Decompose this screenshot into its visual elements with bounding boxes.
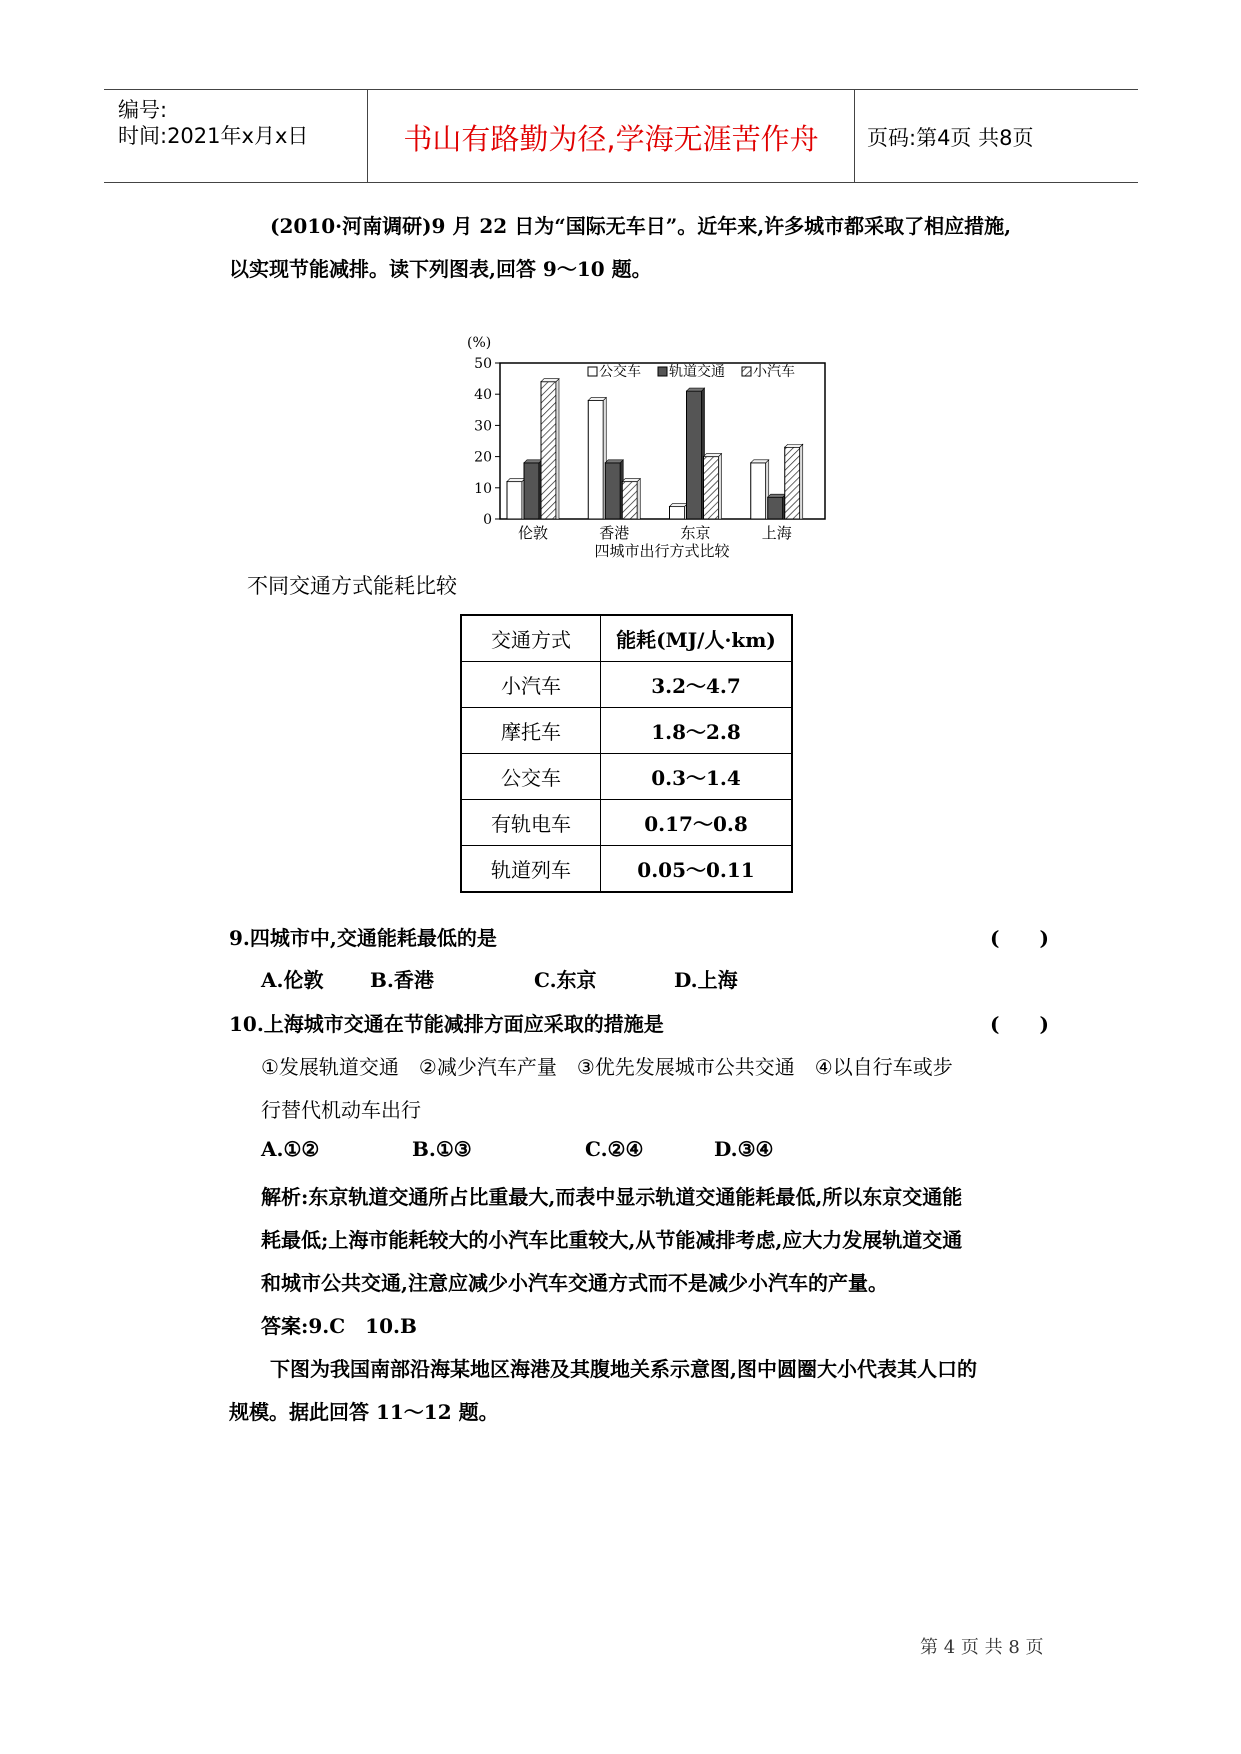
analysis-line-2: 耗最低;上海市能耗较大的小汽车比重较大,从节能减排考虑,应大力发展轨道交通 <box>261 1228 963 1252</box>
legend-swatch <box>588 367 597 376</box>
page-number-label: 页码:第4页 共8页 <box>867 126 1034 150</box>
header-meta-cell <box>104 90 367 182</box>
table-cell-mode: 公交车 <box>461 754 601 800</box>
q10-option-d: D.③④ <box>714 1137 774 1161</box>
intro-line-1: (2010·河南调研)9 月 22 日为“国际无车日”。近年来,许多城市都采取了相应措施, <box>270 214 1012 238</box>
bar-top <box>704 454 722 457</box>
q9-option-a: A.伦敦 <box>261 968 324 992</box>
q9-stem: 9.四城市中,交通能耗最低的是 <box>229 926 497 950</box>
bar-side <box>556 379 559 519</box>
doc-time-label: 时间:2021年x月x日 <box>118 124 309 148</box>
page-header <box>104 89 1138 183</box>
bar <box>687 391 702 519</box>
table-cell-mode: 摩托车 <box>461 708 601 754</box>
table-cell-energy: 3.2～4.7 <box>601 662 793 708</box>
bar-side <box>637 479 640 519</box>
bar-top <box>541 379 559 382</box>
bar-top <box>622 479 640 482</box>
table-row <box>461 800 792 846</box>
legend-label: 轨道交通 <box>669 364 725 380</box>
page-footer: 第 4 页 共 8 页 <box>920 1637 1044 1658</box>
bar <box>605 463 620 519</box>
legend-swatch <box>658 367 667 376</box>
bar-top <box>524 460 542 463</box>
bar <box>524 463 539 519</box>
legend-label: 小汽车 <box>753 364 795 380</box>
table-header-row <box>461 615 792 662</box>
header-motto-cell <box>367 90 855 182</box>
table-row <box>461 846 792 893</box>
x-tick-label: 香港 <box>599 524 630 542</box>
table-header-cell: 交通方式 <box>461 615 601 662</box>
header-page-cell <box>853 90 1138 182</box>
x-tick-label: 伦敦 <box>517 524 549 542</box>
bar-side <box>800 444 803 519</box>
next-intro-line-1: 下图为我国南部沿海某地区海港及其腹地关系示意图,图中圆圈大小代表其人口的 <box>270 1357 977 1381</box>
y-tick-label: 30 <box>474 418 492 435</box>
bar-top <box>785 444 803 447</box>
bar <box>751 463 766 519</box>
motto: 书山有路勤为径,学海无涯苦作舟 <box>403 122 819 156</box>
chart-ylabel: (%) <box>467 335 492 351</box>
bar <box>704 457 719 519</box>
doc-code-label: 编号: <box>118 98 168 122</box>
legend-swatch <box>742 367 751 376</box>
table-row <box>461 662 792 708</box>
bar <box>541 382 556 519</box>
analysis-line-3: 和城市公共交通,注意应减少小汽车交通方式而不是减少小汽车的产量。 <box>261 1271 888 1295</box>
bar-chart <box>455 333 835 563</box>
table-cell-mode: 小汽车 <box>461 662 601 708</box>
bar-top <box>588 397 606 400</box>
bar <box>670 507 685 519</box>
y-tick-label: 20 <box>474 449 492 466</box>
intro-line-2: 以实现节能减排。读下列图表,回答 9～10 题。 <box>229 257 652 281</box>
q10-option-a: A.①② <box>261 1137 320 1161</box>
energy-table <box>460 614 793 893</box>
table-cell-energy: 0.3～1.4 <box>601 754 793 800</box>
y-tick-label: 50 <box>474 356 492 372</box>
bar <box>785 447 800 519</box>
q9-option-d: D.上海 <box>674 968 738 992</box>
bar-top <box>687 388 705 391</box>
bar-top <box>768 494 786 497</box>
q10-option-c: C.②④ <box>585 1137 644 1161</box>
q9-option-b: B.香港 <box>370 968 434 992</box>
q10-items-line-1: ①发展轨道交通 ②减少汽车产量 ③优先发展城市公共交通 ④以自行车或步 <box>261 1055 953 1079</box>
bar-side <box>719 454 722 519</box>
legend-label: 公交车 <box>599 364 641 380</box>
table-caption: 不同交通方式能耗比较 <box>247 574 457 598</box>
bar <box>768 497 783 519</box>
x-tick-label: 上海 <box>761 524 792 542</box>
q10-option-b: B.①③ <box>412 1137 472 1161</box>
y-tick-label: 0 <box>483 512 492 528</box>
table-row <box>461 708 792 754</box>
q10-answer-blank: ( ) <box>990 1012 1049 1036</box>
bar-top <box>605 460 623 463</box>
table-cell-mode: 轨道列车 <box>461 846 601 893</box>
bar <box>507 482 522 519</box>
bar-top <box>507 479 525 482</box>
table-cell-energy: 0.05～0.11 <box>601 846 793 893</box>
y-tick-label: 10 <box>474 480 492 497</box>
q10-stem: 10.上海城市交通在节能减排方面应采取的措施是 <box>229 1012 664 1036</box>
x-tick-label: 东京 <box>680 524 711 542</box>
table-cell-energy: 0.17～0.8 <box>601 800 793 846</box>
table-header-cell: 能耗(MJ/人·km) <box>601 615 793 662</box>
bar <box>622 482 637 519</box>
next-intro-line-2: 规模。据此回答 11～12 题。 <box>229 1400 499 1424</box>
chart-title: 四城市出行方式比较 <box>594 542 730 560</box>
table-row <box>461 754 792 800</box>
bar-top <box>751 460 769 463</box>
table-cell-mode: 有轨电车 <box>461 800 601 846</box>
table-cell-energy: 1.8～2.8 <box>601 708 793 754</box>
answer-line: 答案:9.C 10.B <box>261 1314 417 1338</box>
bar-top <box>670 504 688 507</box>
q10-items-line-2: 行替代机动车出行 <box>261 1098 421 1122</box>
q9-answer-blank: ( ) <box>990 926 1049 950</box>
bar <box>588 400 603 519</box>
q9-option-c: C.东京 <box>534 968 597 992</box>
analysis-line-1: 解析:东京轨道交通所占比重最大,而表中显示轨道交通能耗最低,所以东京交通能 <box>261 1185 963 1209</box>
y-tick-label: 40 <box>474 387 492 404</box>
